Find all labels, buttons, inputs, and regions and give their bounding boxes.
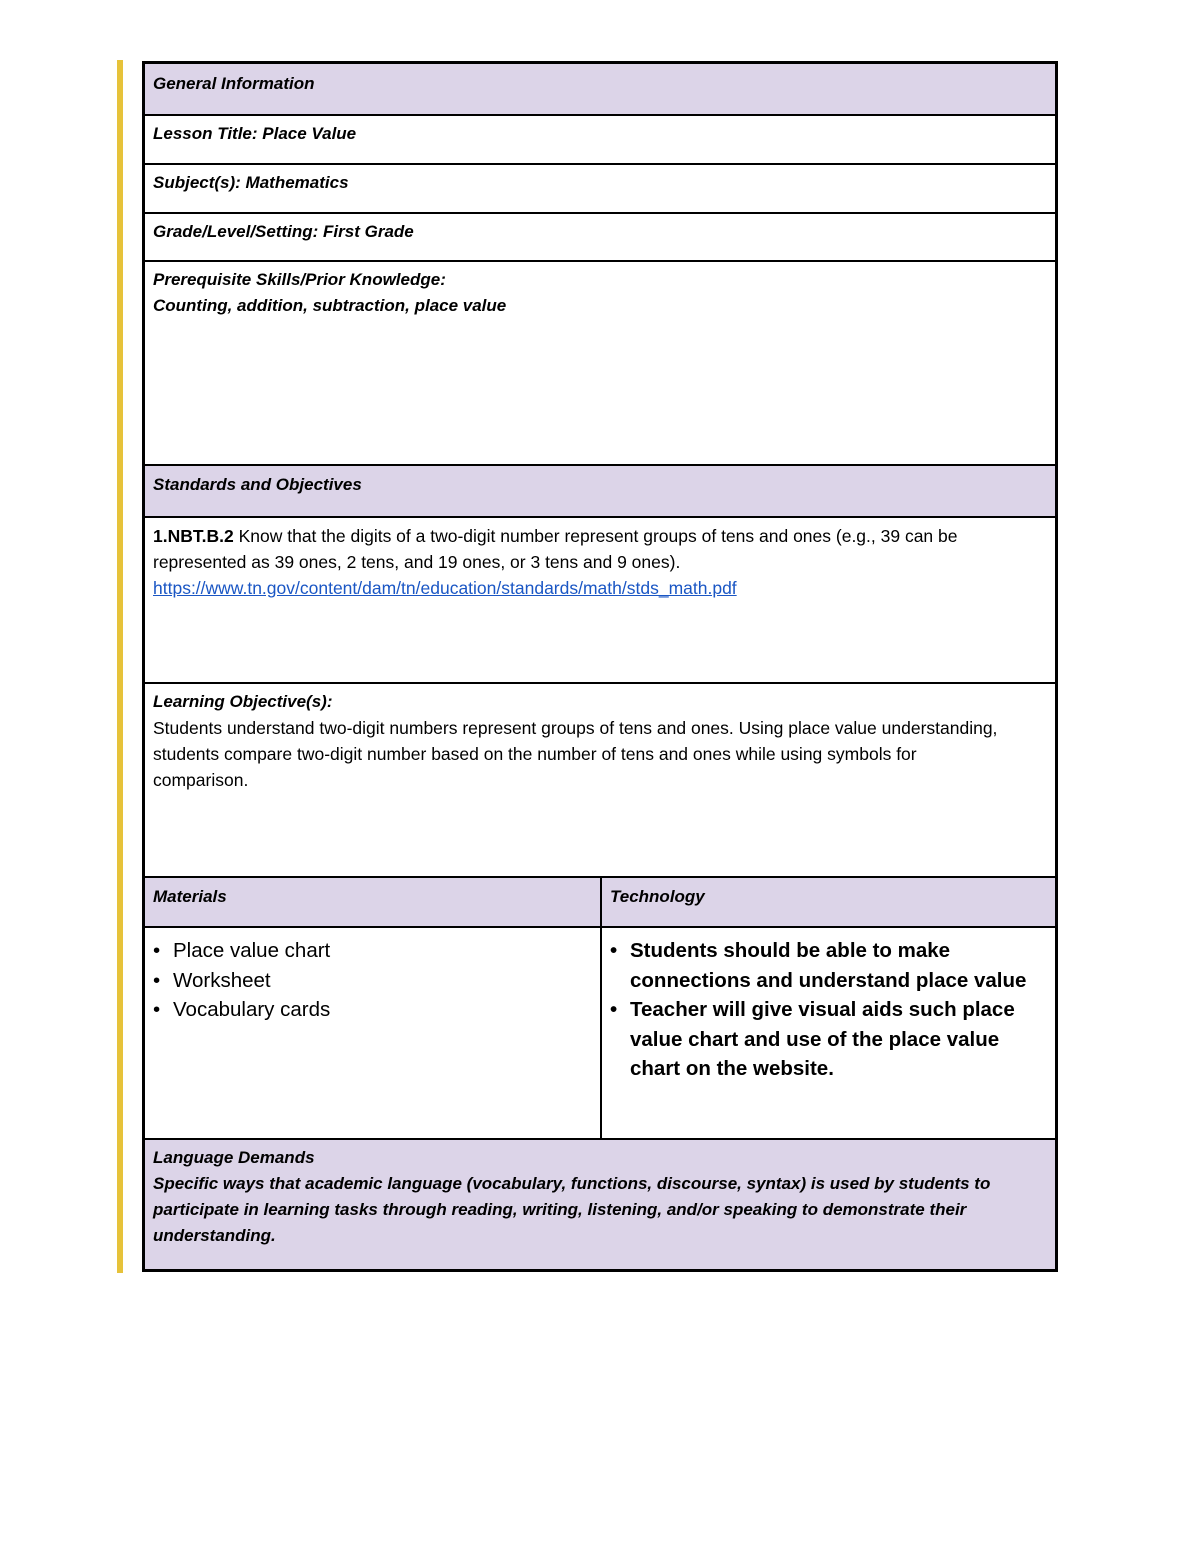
bullet: • [610,998,618,1021]
language-demands-text: Specific ways that academic language (vocabulary, functions, discourse, syntax) is used by students to participate in learning tasks through reading, writing, listening, and/or speaking to demonstrate their understanding. [153,1174,991,1245]
technology-heading: Technology [610,887,705,906]
standard-row [145,518,1055,684]
technology-cell [602,928,1055,1138]
prerequisite-value: Counting, addition, subtraction, place value [153,296,507,315]
materials-cell [145,928,602,1138]
subjects-row [145,165,1055,214]
standard-code: 1.NBT.B.2 [153,526,234,546]
materials-technology-row [145,928,1055,1140]
language-demands-label: Language Demands [153,1148,315,1167]
bullet: • [153,939,161,962]
prerequisite-label: Prerequisite Skills/Prior Knowledge: [153,270,446,289]
standards-heading-row [145,466,1055,518]
standards-heading: Standards and Objectives [153,475,362,494]
list-item: • Vocabulary cards [153,995,594,1025]
materials-list [153,936,594,1025]
materials-technology-heading-row [145,878,1055,928]
lesson-title-row [145,116,1055,165]
list-item: • Teacher will give visual aids such place value chart and use of the place value chart on the website. [610,995,1049,1084]
learning-objective-row [145,684,1055,878]
prerequisite-row [145,262,1055,466]
lesson-title: Lesson Title: Place Value [153,124,357,143]
standard-description: Know that the digits of a two-digit number represent groups of tens and ones (e.g., 39 can be represented as 39 ones, 2 tens, and 19 ones, or 3 tens and 9 ones). [153,526,958,572]
grade-level-row [145,214,1055,262]
lesson-plan-table [142,61,1058,1272]
list-item: • Students should be able to make connections and understand place value [610,936,1049,995]
standard-link[interactable]: https://www.tn.gov/content/dam/tn/education/standards/math/stds_math.pdf [153,578,737,598]
materials-heading-cell [145,878,602,926]
margin-accent-bar [117,60,123,1273]
learning-objective-label: Learning Objective(s): [153,692,333,711]
technology-heading-cell [602,878,1055,926]
bullet: • [153,968,161,992]
subjects: Subject(s): Mathematics [153,173,349,192]
general-information-heading: General Information [153,74,315,93]
bullet: • [610,939,618,962]
language-demands-row [145,1140,1055,1269]
list-item: • Worksheet [153,966,594,996]
learning-objective-text: Students understand two-digit numbers represent groups of tens and ones. Using place value understanding, students compare two-digit number based on the number of tens and ones while using symbols for comparison. [153,718,998,790]
technology-list [610,936,1049,1084]
list-item: • Place value chart [153,936,594,966]
materials-heading: Materials [153,887,227,906]
bullet: • [153,998,161,1021]
standard-text [153,523,1045,575]
general-information-row [145,64,1055,116]
grade-level: Grade/Level/Setting: First Grade [153,222,414,241]
